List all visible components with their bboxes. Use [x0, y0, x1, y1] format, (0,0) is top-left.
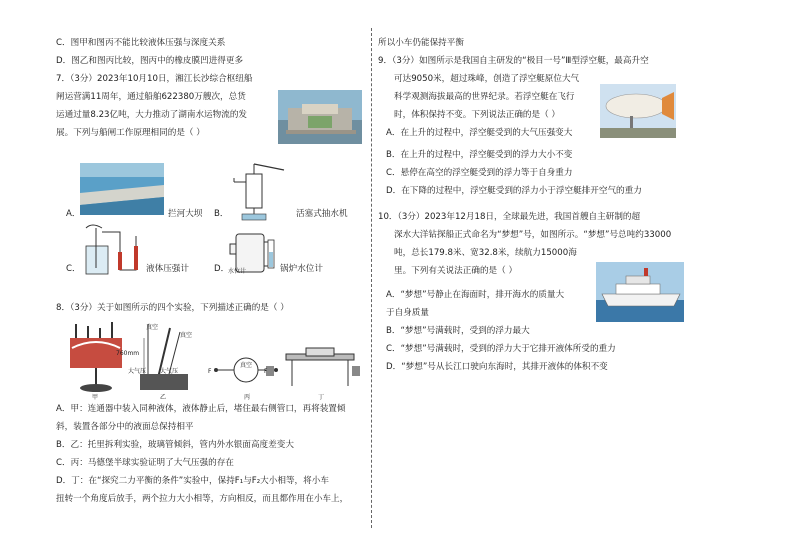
q10-option-b: B．“梦想”号满载时，受到的浮力最大 — [386, 326, 530, 336]
piston-pump-drawing — [228, 160, 290, 222]
q7-stem-line: 运通过量8.23亿吨，大力推动了湖南水运物流的发 — [56, 110, 248, 120]
q7-option-a-letter: A． — [66, 209, 81, 219]
q10-stem-line: 深水大洋钻探船正式命名为“梦想”号，如图所示。“梦想”号总吨约33000 — [394, 230, 672, 240]
q8-option-line: B．乙：托里拆利实验，玻璃管倾斜，管内外水银面高度差变大 — [56, 440, 294, 450]
q10-stem-line: 10．（3分）2023年12月18日，全球最先进，我国首艘自主研制的超 — [378, 212, 641, 222]
q8-option-line: A．甲：连通器中装入同种液体，液体静止后，堵住最右侧管口，再将装置倾 — [56, 404, 346, 414]
q8-option-line: C．丙：马德堡半球实验证明了大气压强的存在 — [56, 458, 234, 468]
label-jia: 甲 — [92, 394, 99, 401]
q9-stem-line: 9．（3分）如图所示是我国自主研发的“极目一号”Ⅲ型浮空艇，最高升空 — [378, 56, 649, 66]
q9-option-c: C．悬停在高空的浮空艇受到的浮力等于自身重力 — [386, 168, 573, 178]
label-force-f2: F — [264, 368, 268, 375]
label-bing: 丙 — [244, 394, 251, 401]
label-vacuum: 真空 — [180, 332, 193, 339]
q7-option-b-label: 活塞式抽水机 — [296, 209, 348, 219]
q10-option-a-cont: 于自身质量 — [386, 308, 429, 318]
q7-option-c-label: 液体压强计 — [146, 264, 189, 274]
aerostat-photo — [600, 84, 676, 138]
right-column — [374, 0, 794, 560]
drilling-ship-photo — [596, 262, 684, 322]
q8-experiments-figure — [70, 318, 360, 400]
label-yi: 乙 — [160, 394, 167, 401]
q9-option-a: A．在上升的过程中，浮空艇受到的大气压强变大 — [386, 128, 573, 138]
q9-stem-line: 科学观测海拔最高的世界纪录。若浮空艇在飞行 — [394, 92, 575, 102]
label-vacuum: 真空 — [146, 324, 159, 331]
label-atm: 大气压 — [128, 368, 147, 375]
q10-option-d: D．“梦想”号从长江口驶向东海时，其排开液体的体积不变 — [386, 362, 608, 372]
q8-stem: 8．（3分）关于如图所示的四个实验，下列描述正确的是（ ） — [56, 303, 289, 313]
q7-stem-line: 展。下列与船闸工作原理相同的是（ ） — [56, 128, 205, 138]
q7-option-b-letter: B． — [214, 209, 229, 219]
continued-line: 所以小车仍能保持平衡 — [378, 38, 464, 48]
left-column — [0, 0, 372, 560]
label-atm: 大气压 — [160, 368, 179, 375]
dam-photo — [80, 163, 164, 215]
q10-stem-line: 里。下列有关说法正确的是（ ） — [394, 266, 518, 276]
q7-option-d-label: 锅炉水位计 — [280, 264, 323, 274]
q9-option-d: D．在下降的过程中，浮空艇受到的浮力小于浮空艇排开空气的重力 — [386, 186, 642, 196]
q7-option-c-letter: C． — [66, 264, 81, 274]
column-divider — [371, 28, 372, 528]
q9-stem-line: 可达9050米，超过珠峰，创造了浮空艇原位大气 — [394, 74, 580, 84]
ship-lock-photo — [278, 90, 362, 144]
q9-option-b: B．在上升的过程中，浮空艇受到的浮力大小不变 — [386, 150, 573, 160]
q8-option-line: 斜，装置各部分中的液面总保持相平 — [56, 422, 194, 432]
water-gauge-tag: 水位计 — [228, 268, 247, 275]
q10-option-a: A．“梦想”号静止在海面时，排开海水的质量大 — [386, 290, 565, 300]
q7-stem-line: 闸运营满11周年，通过船舶622380万艘次，总货 — [56, 92, 246, 102]
q7-option-a-label: 拦河大坝 — [168, 209, 203, 219]
q10-stem-line: 吨，总长179.8米、宽32.8米，续航力15000海 — [394, 248, 577, 258]
option-line: C．图甲和图丙不能比较液体压强与深度关系 — [56, 38, 226, 48]
label-vacuum: 真空 — [240, 362, 253, 369]
pressure-gauge-drawing — [82, 222, 142, 276]
q7-stem-line: 7．（3分）2023年10月10日，湘江长沙综合枢纽船 — [56, 74, 253, 84]
q8-option-line: 扭转一个角度后放手，两个拉力大小相等，方向相反，而且都作用在小车上， — [56, 494, 349, 504]
q7-option-d-letter: D． — [214, 264, 230, 274]
option-line: D．图乙和图丙比较，图丙中的橡皮膜凹进得更多 — [56, 56, 244, 66]
q8-option-line: D．丁：在“探究二力平衡的条件”实验中，保持F₁与F₂大小相等，将小车 — [56, 476, 329, 486]
q9-stem-line: 时，体积保持不变。下列说法正确的是（ ） — [394, 110, 561, 120]
q10-option-c: C．“梦想”号满载时，受到的浮力大于它排开液体所受的重力 — [386, 344, 616, 354]
label-ding: 丁 — [318, 394, 325, 401]
label-height: 760mm — [116, 350, 140, 357]
label-force-f1: F — [208, 368, 212, 375]
